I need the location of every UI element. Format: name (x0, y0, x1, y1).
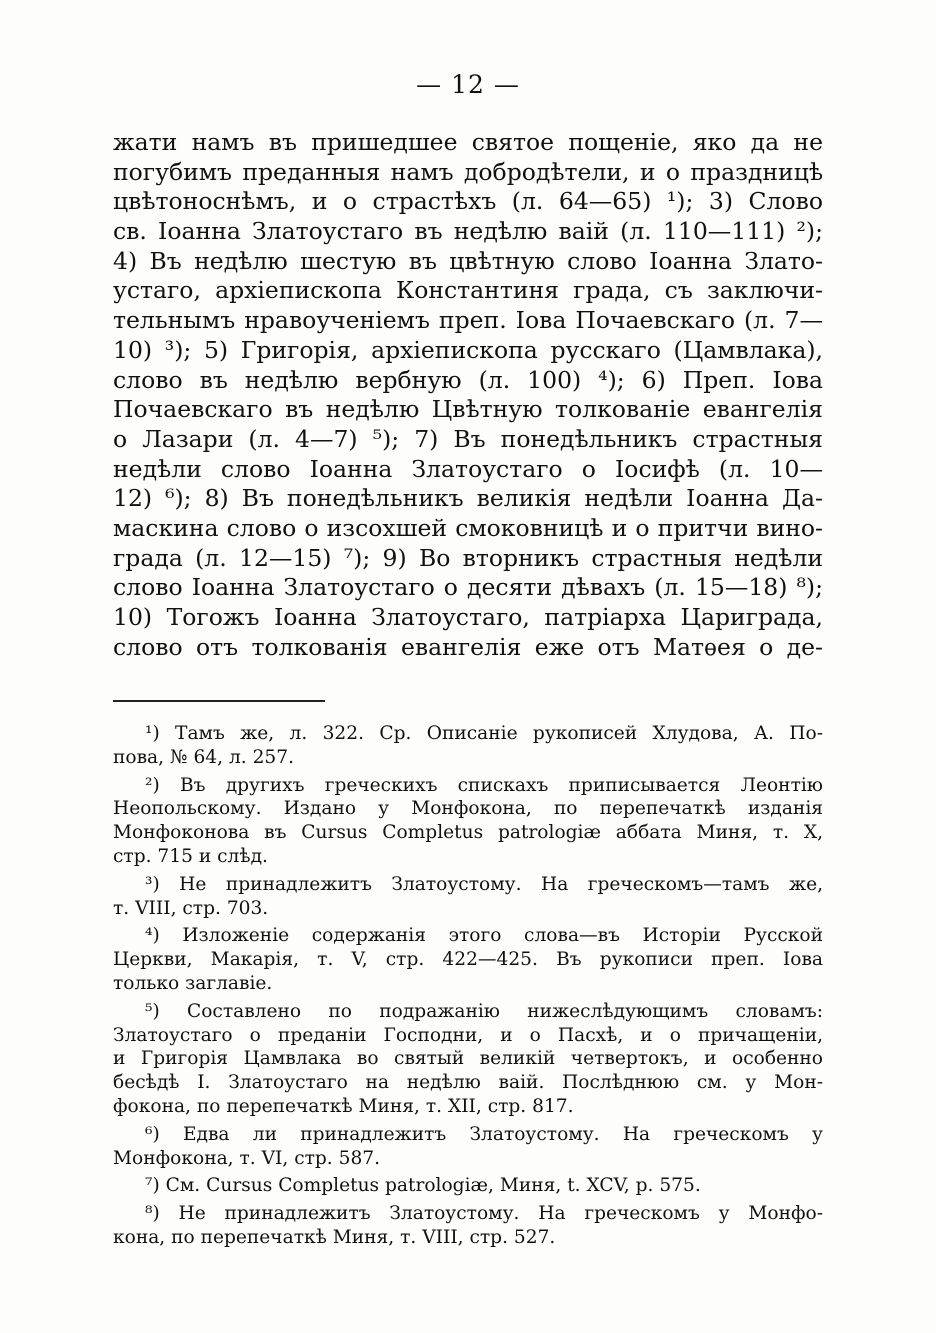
text-line: св. Іоанна Златоустаго въ недѣлю ваій (л. 110—111) ²); (113, 217, 823, 246)
text-line: жати намъ въ пришедшее святое пощеніе, яко да не (113, 128, 823, 156)
footnote-line: т. VIII, стр. 703. (113, 897, 269, 919)
footnote-line: Монфокона, т. VI, стр. 587. (113, 1147, 381, 1169)
text-line: 10) ³); 5) Григорія, архіепископа русскаго (Цамвлака), (113, 335, 823, 364)
footnote-line: пова, № 64, л. 257. (113, 746, 294, 768)
footnote-line: ⁷) См. Cursus Completus patrologiæ, Миня, t. XCV, p. 575. (145, 1175, 701, 1197)
footnote-6 (113, 1123, 823, 1171)
footnote-line: ²) Въ другихъ греческихъ спискахъ приписывается Леонтію (145, 774, 823, 796)
text-line: 4) Въ недѣлю шестую въ цвѣтную слово Іоанна Злато- (113, 246, 823, 275)
footnote-line: ⁶) Едва ли принадлежитъ Златоустому. На греческомъ у (145, 1123, 823, 1145)
footnote-line: Златоустаго о преданіи Господни, и о Пасхѣ, и о причащеніи, (113, 1024, 823, 1046)
footnote-2 (113, 774, 823, 869)
text-line: 10) Тогожъ Іоанна Златоустаго, патріарха Цариграда, (113, 603, 823, 631)
footnote-line: ⁸) Не принадлежитъ Златоустому. На греческомъ у Монфо- (145, 1203, 823, 1225)
text-line: о Лазари (л. 4—7) ⁵); 7) Въ понедѣльникъ страстныя (113, 424, 823, 453)
footnotes (113, 722, 823, 1254)
footnote-3 (113, 873, 823, 921)
text-line: слово Іоанна Златоустаго о десяти дѣвахъ (л. 15—18) ⁸); (113, 573, 823, 602)
footnote-line: ⁵) Составлено по подражанію нижеслѣдующимъ словамъ: (145, 1000, 823, 1022)
text-line: слово въ недѣлю вербную (л. 100) ⁴); 6) Преп. Іова (113, 365, 823, 394)
text-line: тельнымъ нравоученіемъ преп. Іова Почаевскаго (л. 7— (113, 306, 823, 335)
footnote-1 (113, 722, 823, 770)
text-line: маскина слово о изсохшей смоковницѣ и о притчи вино- (113, 513, 823, 542)
text-line: цвѣтоноснѣмъ, и о страстѣхъ (л. 64—65) ¹); 3) Слово (113, 187, 823, 216)
footnote-divider (113, 700, 325, 702)
footnote-line: Неопольскому. Издано у Монфокона, по перепечаткѣ изданія (113, 798, 823, 820)
text-line: Почаевскаго въ недѣлю Цвѣтную толкованіе евангелія (113, 395, 823, 424)
footnote-line: кона, по перепечаткѣ Миня, т. VIII, стр. 527. (113, 1226, 556, 1248)
footnote-line: ⁴) Изложеніе содержанія этого слова—въ Исторіи Русской (145, 925, 823, 947)
footnote-line: только заглавіе. (113, 972, 273, 994)
text-line: града (л. 12—15) ⁷); 9) Во вторникъ страстныя недѣли (113, 543, 823, 572)
footnote-5 (113, 1000, 823, 1119)
footnote-line: фокона, по перепечаткѣ Миня, т. XII, стр. 817. (113, 1095, 574, 1117)
text-line: устаго, архіепископа Константиня града, съ заключи- (113, 276, 823, 305)
main-text (113, 128, 823, 662)
page-number: — 12 — (416, 70, 520, 99)
footnote-line: стр. 715 и слѣд. (113, 845, 268, 867)
footnote-7 (113, 1174, 823, 1198)
footnote-line: Церкви, Макарія, т. V, стр. 422—425. Въ рукописи преп. Іова (113, 949, 823, 971)
footnote-line: бесѣдѣ І. Златоустаго на недѣлю ваій. Послѣднюю см. у Мон- (113, 1072, 823, 1094)
text-line: слово отъ толкованія евангелія еже отъ Матѳея о де- (113, 632, 823, 661)
footnote-8 (113, 1202, 823, 1250)
footnote-4 (113, 924, 823, 995)
text-line: недѣли слово Іоанна Златоустаго о Іосифѣ (л. 10— (113, 454, 823, 483)
text-line: погубимъ преданныя намъ добродѣтели, и о праздницѣ (113, 157, 823, 186)
text-line: 12) ⁶); 8) Въ понедѣльникъ великія недѣли Іоанна Да- (113, 484, 823, 513)
footnote-line: и Григорія Цамвлака во святый великій четвертокъ, и особенно (113, 1048, 823, 1070)
footnote-line: Монфоконова въ Cursus Completus patrologiæ аббата Миня, т. X, (113, 822, 823, 844)
footnote-line: ³) Не принадлежитъ Златоустому. На греческомъ—тамъ же, (145, 873, 823, 895)
footnote-line: ¹) Тамъ же, л. 322. Ср. Описаніе рукописей Хлудова, А. По- (145, 723, 823, 744)
